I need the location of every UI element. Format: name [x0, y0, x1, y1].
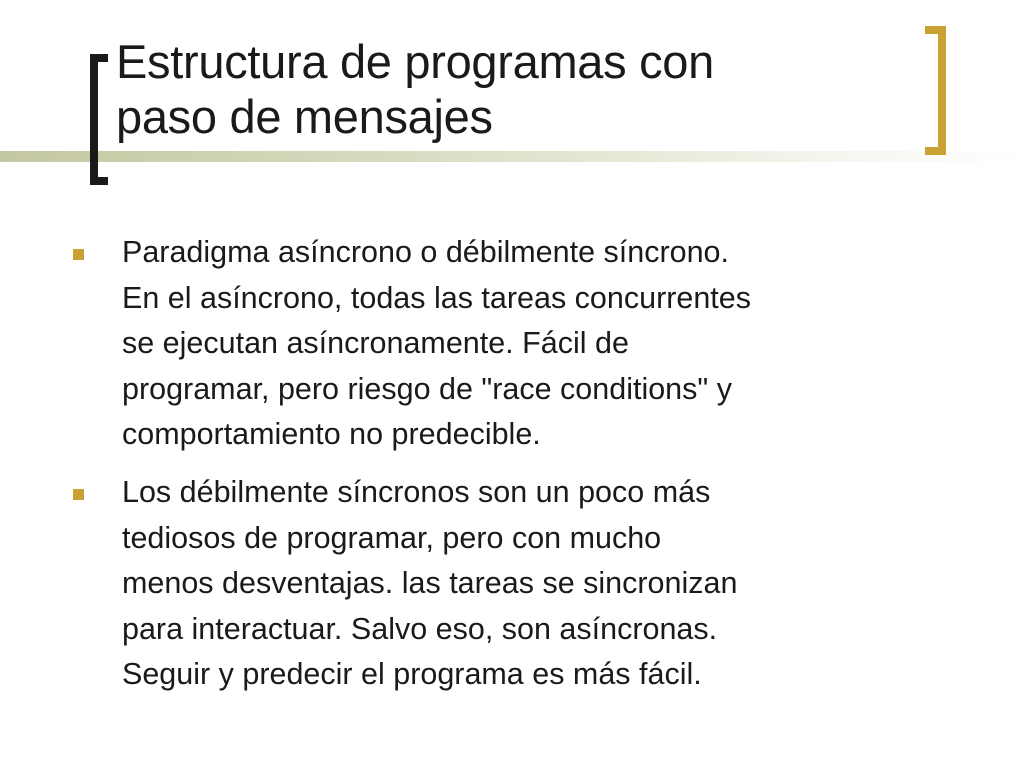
bullet-item-1 [72, 230, 972, 458]
bullet-item-2 [72, 470, 972, 698]
slide-title-line-2: paso de mensajes [116, 90, 493, 143]
bullet-2-line-2: tediosos de programar, pero con mucho [122, 520, 662, 555]
square-bullet-icon [73, 249, 84, 260]
bullet-list [72, 230, 972, 710]
title-underline-band [0, 151, 1024, 162]
bullet-1-line-1: Paradigma asíncrono o débilmente síncrono. [122, 235, 729, 269]
bullet-1-line-2: En el asíncrono, todas las tareas concurrentes [122, 280, 751, 315]
left-bracket-icon [90, 54, 108, 185]
bullet-2-line-5: Seguir y predecir el programa es más fácil. [122, 657, 702, 692]
bullet-1-line-5: comportamiento no predecible. [122, 417, 541, 452]
bullet-1-line-3: se ejecutan asíncronamente. Fácil de [122, 326, 629, 361]
bullet-2-line-4: para interactuar. Salvo eso, son asíncronas. [122, 611, 718, 646]
slide-title [116, 34, 906, 144]
right-bracket-icon [925, 26, 946, 155]
square-bullet-icon [73, 489, 84, 500]
bullet-2-line-3: menos desventajas. las tareas se sincronizan [122, 566, 738, 601]
bullet-1-line-4: programar, pero riesgo de "race conditions" y [122, 371, 732, 406]
slide-title-line-1: Estructura de programas con [116, 35, 714, 88]
bullet-2-line-1: Los débilmente síncronos son un poco más [122, 474, 711, 509]
